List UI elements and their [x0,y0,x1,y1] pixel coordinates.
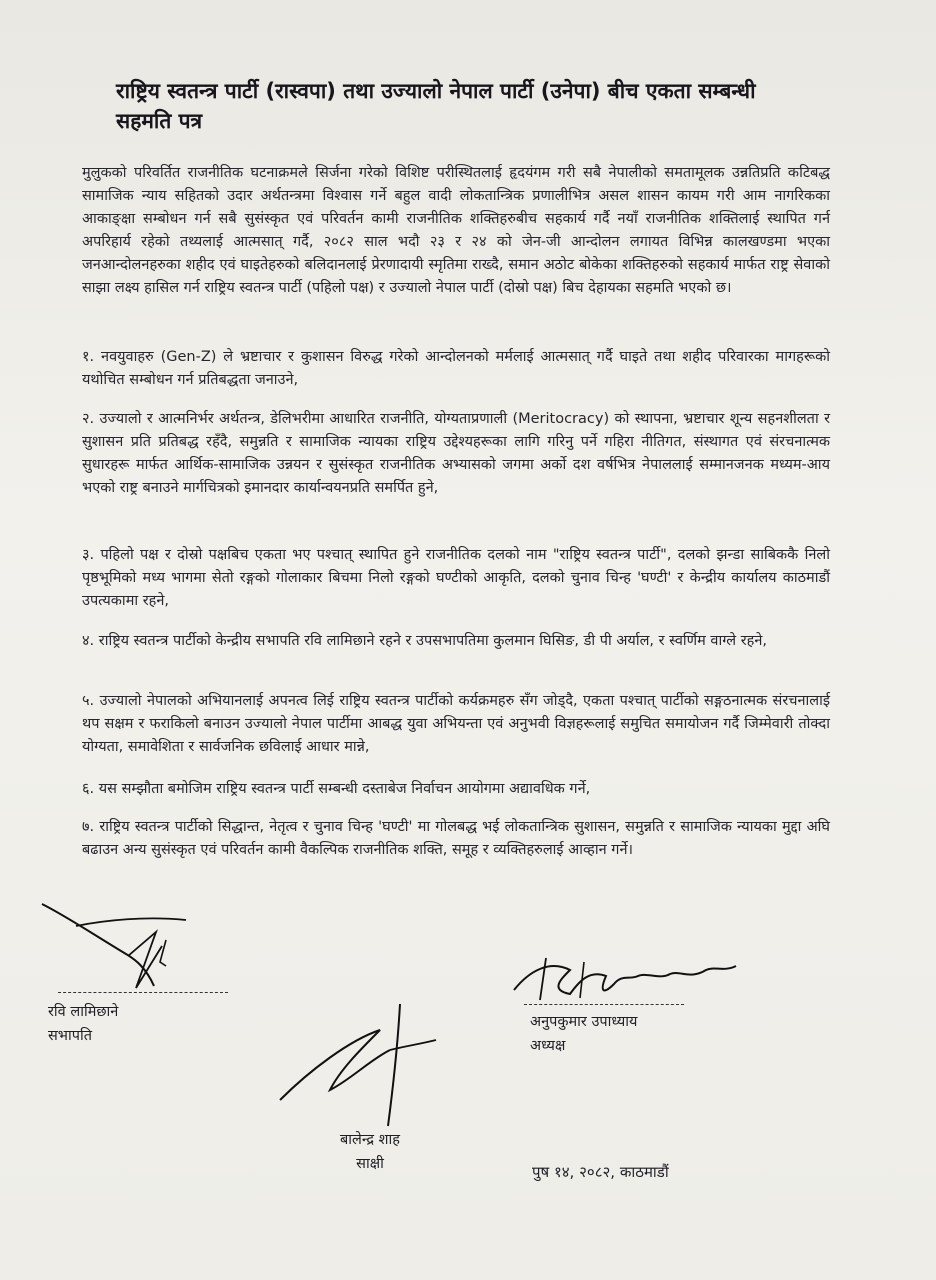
intro-paragraph: मुलुकको परिवर्तित राजनीतिक घटनाक्रमले सिर्जना गरेको विशिष्ट परीस्थितलाई हृदयंगम गरी सबै नेपालीको समतामूलक उन्नतिप्रति कटिबद्ध सामाजिक न्याय सहितको उदार अर्थतन्त्रमा विश्वास गर्ने बहुल वादी लोकतान्त्रिक प्रणालीभित्र असल शासन कायम गरी आम नागरिकका आकाङ्क्षा सम्बोधन गर्न सबै सुसंस्कृत एवं परिवर्तन कामी राजनीतिक शक्तिहरुबीच सहकार्य गर्दै नयाँ राजनीतिक शक्तिलाई स्थापित गर्न अपरिहार्य रहेको तथ्यलाई आत्मसात् गर्दै, २०८२ साल भदौ २३ र २४ को जेन-जी आन्दोलन लगायत विभिन्न कालखण्डमा भएका जनआन्दोलनहरुका शहीद एवं घाइतेहरुको बलिदानलाई प्रेरणादायी स्मृतिमा राख्दै, समान अठोट बोकेका शक्तिहरुको सहकार्य मार्फत राष्ट्र सेवाको साझा लक्ष्य हासिल गर्न राष्ट्रिय स्वतन्त्र पार्टी (पहिलो पक्ष) र उज्यालो नेपाल पार्टी (दोस्रो पक्ष) बिच देहायका सहमति भएको छ। [82,165,830,296]
signatory-anup-role: अध्यक्ष [530,1038,566,1054]
signatory-anup [530,1010,637,1058]
clause-5: ५. उज्यालो नेपालको अभियानलाई अपनत्व लिई राष्ट्रिय स्वतन्त्र पार्टीको कर्यक्रमहरु सँग जोड्दै, एकता पश्चात् पार्टीको सङ्गठनात्मक संरचनालाई थप सक्षम र फराकिलो बनाउन उज्यालो नेपाल पार्टीमा आबद्ध युवा अभियन्ता एवं अनुभवी विज्ञहरूलाई समुचित समायोजन गर्दै जिम्मेवारी तोक्दा योग्यता, समावेशिता र सार्वजनिक छविलाई आधार मान्ने, [82,693,830,755]
signatory-balen-role: साक्षी [356,1156,384,1172]
signatory-rabi [48,1000,118,1048]
signatory-balen-name: बालेन्द्र शाह [340,1132,400,1148]
clause-6: ६. यस सम्झौता बमोजिम राष्ट्रिय स्वतन्त्र पार्टी सम्बन्धी दस्ताबेज निर्वाचन आयोगमा अद्यावधिक गर्ने, [82,781,591,797]
signatory-rabi-role: सभापति [48,1028,93,1044]
clause-4: ४. राष्ट्रिय स्वतन्त्र पार्टीको केन्द्रीय सभापति रवि लामिछाने रहने र उपसभापतिमा कुलमान घिसिङ, डी पी अर्याल, र स्वर्णिम वाग्ले रहने, [82,633,768,649]
signatory-balen [330,1128,410,1176]
clause-1: १. नवयुवाहरु (Gen-Z) ले भ्रष्टाचार र कुशासन विरुद्ध गरेको आन्दोलनको मर्मलाई आत्मसात् गर्दै घाइते तथा शहीद परिवारका मागहरूको यथोचित सम्बोधन गर्न प्रतिबद्धता जनाउने, [82,349,830,388]
signature-line-anup [524,1004,684,1005]
date-place: पुष १४, २०८२, काठमाडौं [532,1163,669,1181]
signature-rabi [36,896,236,996]
signatory-rabi-name: रवि लामिछाने [48,1004,119,1020]
signature-anup [510,950,750,1010]
signature-line-rabi [58,992,228,993]
clause-2: २. उज्यालो र आत्मनिर्भर अर्थतन्त्र, डेलिभरीमा आधारित राजनीति, योग्यताप्रणाली (Meritocracy) को स्थापना, भ्रष्टाचार शून्य सहनशीलता र सुशासन प्रति प्रतिबद्ध रहँदै, समुन्नति र सामाजिक न्यायका राष्ट्रिय उद्देश्यहरूका लागि गरिनु पर्ने गहिरा नीतिगत, संस्थागत एवं संरचनात्मक सुधारहरू मार्फत आर्थिक-सामाजिक उन्नयन र सुसंस्कृत राजनीतिक अभ्यासको जगमा अर्को दश वर्षभित्र नेपाललाई सम्मानजनक मध्यम-आय भएको राष्ट्र बनाउने मार्गचित्रको इमानदार कार्यान्वयनप्रति समर्पित हुने, [82,411,830,496]
signature-balen [270,1000,450,1130]
clause-7: ७. राष्ट्रिय स्वतन्त्र पार्टीको सिद्धान्त, नेतृत्व र चुनाव चिन्ह 'घण्टी' मा गोलबद्ध भई लोकतान्त्रिक सुशासन, समुन्नति र सामाजिक न्यायका मुद्दा अघि बढाउन अन्य सुसंस्कृत एवं परिवर्तन कामी वैकल्पिक राजनीतिक शक्ति, समूह र व्यक्तिहरुलाई आव्हान गर्ने। [82,819,830,858]
page-title: राष्ट्रिय स्वतन्त्र पार्टी (रास्वपा) तथा उज्यालो नेपाल पार्टी (उनेपा) बीच एकता सम्बन्धी सहमति पत्र [116,79,756,133]
signatory-anup-name: अनुपकुमार उपाध्याय [530,1014,638,1030]
clause-3: ३. पहिलो पक्ष र दोस्रो पक्षबिच एकता भए पश्चात् स्थापित हुने राजनीतिक दलको नाम "राष्ट्रिय स्वतन्त्र पार्टी", दलको झन्डा साबिककै निलो पृष्ठभूमिको मध्य भागमा सेतो रङ्गको गोलाकार बिचमा निलो रङ्गको घण्टीको आकृति, दलको चुनाव चिन्ह 'घण्टी' र केन्द्रीय कार्यालय काठमाडौं उपत्यकामा रहने, [82,547,830,609]
